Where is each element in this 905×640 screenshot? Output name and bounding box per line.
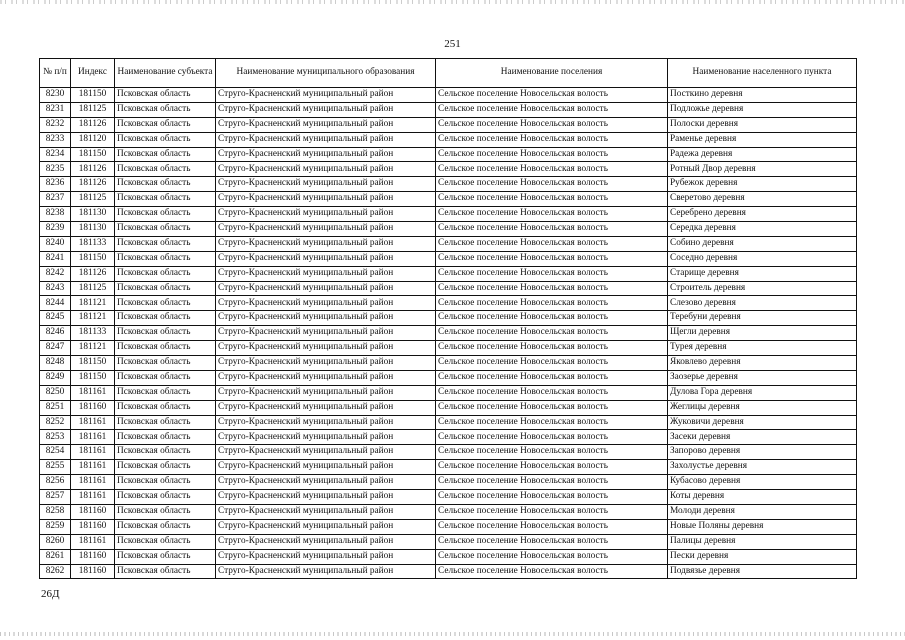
cell-settlement: Сельское поселение Новосельская волость — [436, 490, 668, 505]
cell-index: 181161 — [71, 534, 115, 549]
cell-locality: Захолустье деревня — [668, 460, 857, 475]
table-row — [40, 162, 857, 177]
cell-subject: Псковская область — [115, 490, 216, 505]
cell-locality: Собино деревня — [668, 236, 857, 251]
cell-municipality: Струго-Красненский муниципальный район — [216, 504, 436, 519]
cell-settlement: Сельское поселение Новосельская волость — [436, 400, 668, 415]
cell-number: 8261 — [40, 549, 71, 564]
cell-number: 8249 — [40, 370, 71, 385]
cell-index: 181150 — [71, 356, 115, 371]
cell-index: 181150 — [71, 88, 115, 103]
cell-number: 8236 — [40, 177, 71, 192]
table-row — [40, 311, 857, 326]
cell-settlement: Сельское поселение Новосельская волость — [436, 251, 668, 266]
cell-subject: Псковская область — [115, 370, 216, 385]
cell-locality: Заозерье деревня — [668, 370, 857, 385]
cell-settlement: Сельское поселение Новосельская волость — [436, 504, 668, 519]
cell-index: 181126 — [71, 162, 115, 177]
scan-edge-bottom — [0, 632, 905, 636]
cell-municipality: Струго-Красненский муниципальный район — [216, 281, 436, 296]
header-settlement: Наименование поселения — [436, 59, 668, 88]
cell-subject: Псковская область — [115, 88, 216, 103]
table-row — [40, 385, 857, 400]
cell-number: 8252 — [40, 415, 71, 430]
cell-municipality: Струго-Красненский муниципальный район — [216, 415, 436, 430]
cell-locality: Середка деревня — [668, 222, 857, 237]
table-row — [40, 236, 857, 251]
cell-index: 181160 — [71, 400, 115, 415]
cell-municipality: Струго-Красненский муниципальный район — [216, 370, 436, 385]
cell-municipality: Струго-Красненский муниципальный район — [216, 519, 436, 534]
cell-number: 8251 — [40, 400, 71, 415]
table-row — [40, 88, 857, 103]
page-number: 251 — [444, 38, 461, 50]
cell-number: 8262 — [40, 564, 71, 579]
cell-settlement: Сельское поселение Новосельская волость — [436, 296, 668, 311]
cell-subject: Псковская область — [115, 207, 216, 222]
cell-index: 181161 — [71, 430, 115, 445]
cell-settlement: Сельское поселение Новосельская волость — [436, 311, 668, 326]
cell-locality: Строитель деревня — [668, 281, 857, 296]
cell-municipality: Струго-Красненский муниципальный район — [216, 117, 436, 132]
cell-index: 181161 — [71, 445, 115, 460]
cell-municipality: Струго-Красненский муниципальный район — [216, 475, 436, 490]
cell-locality: Слезово деревня — [668, 296, 857, 311]
cell-municipality: Струго-Красненский муниципальный район — [216, 296, 436, 311]
table-row — [40, 549, 857, 564]
cell-municipality: Струго-Красненский муниципальный район — [216, 490, 436, 505]
cell-index: 181126 — [71, 117, 115, 132]
cell-locality: Посткино деревня — [668, 88, 857, 103]
table-row — [40, 415, 857, 430]
cell-locality: Серебрено деревня — [668, 207, 857, 222]
cell-index: 181161 — [71, 385, 115, 400]
cell-locality: Жуковичи деревня — [668, 415, 857, 430]
cell-index: 181133 — [71, 236, 115, 251]
cell-municipality: Струго-Красненский муниципальный район — [216, 534, 436, 549]
cell-settlement: Сельское поселение Новосельская волость — [436, 445, 668, 460]
cell-number: 8245 — [40, 311, 71, 326]
cell-number: 8255 — [40, 460, 71, 475]
table-row — [40, 490, 857, 505]
cell-number: 8233 — [40, 132, 71, 147]
cell-subject: Псковская область — [115, 311, 216, 326]
cell-locality: Сверетово деревня — [668, 192, 857, 207]
table-row — [40, 475, 857, 490]
cell-number: 8260 — [40, 534, 71, 549]
table-row — [40, 326, 857, 341]
cell-settlement: Сельское поселение Новосельская волость — [436, 519, 668, 534]
cell-locality: Щегли деревня — [668, 326, 857, 341]
footer-code: 26Д — [41, 588, 60, 600]
cell-municipality: Струго-Красненский муниципальный район — [216, 430, 436, 445]
cell-settlement: Сельское поселение Новосельская волость — [436, 236, 668, 251]
cell-municipality: Струго-Красненский муниципальный район — [216, 251, 436, 266]
table-row — [40, 281, 857, 296]
cell-index: 181126 — [71, 266, 115, 281]
cell-locality: Кубасово деревня — [668, 475, 857, 490]
cell-subject: Псковская область — [115, 177, 216, 192]
cell-locality: Полоски деревня — [668, 117, 857, 132]
cell-locality: Засеки деревня — [668, 430, 857, 445]
cell-locality: Новые Поляны деревня — [668, 519, 857, 534]
table-row — [40, 147, 857, 162]
table-row — [40, 192, 857, 207]
table-row — [40, 504, 857, 519]
cell-municipality: Струго-Красненский муниципальный район — [216, 341, 436, 356]
cell-locality: Ротный Двор деревня — [668, 162, 857, 177]
cell-municipality: Струго-Красненский муниципальный район — [216, 400, 436, 415]
cell-locality: Старище деревня — [668, 266, 857, 281]
cell-settlement: Сельское поселение Новосельская волость — [436, 266, 668, 281]
header-index: Индекс — [71, 59, 115, 88]
cell-locality: Подвязье деревня — [668, 564, 857, 579]
cell-index: 181133 — [71, 326, 115, 341]
cell-subject: Псковская область — [115, 519, 216, 534]
cell-number: 8238 — [40, 207, 71, 222]
table-row — [40, 117, 857, 132]
cell-number: 8234 — [40, 147, 71, 162]
table-row — [40, 266, 857, 281]
cell-subject: Псковская область — [115, 236, 216, 251]
cell-municipality: Струго-Красненский муниципальный район — [216, 192, 436, 207]
cell-subject: Псковская область — [115, 117, 216, 132]
table-row — [40, 564, 857, 579]
cell-settlement: Сельское поселение Новосельская волость — [436, 549, 668, 564]
cell-settlement: Сельское поселение Новосельская волость — [436, 88, 668, 103]
cell-index: 181121 — [71, 296, 115, 311]
cell-municipality: Струго-Красненский муниципальный район — [216, 460, 436, 475]
cell-number: 8232 — [40, 117, 71, 132]
cell-settlement: Сельское поселение Новосельская волость — [436, 356, 668, 371]
cell-index: 181160 — [71, 504, 115, 519]
cell-settlement: Сельское поселение Новосельская волость — [436, 162, 668, 177]
cell-subject: Псковская область — [115, 162, 216, 177]
cell-subject: Псковская область — [115, 475, 216, 490]
cell-number: 8231 — [40, 102, 71, 117]
cell-number: 8240 — [40, 236, 71, 251]
cell-index: 181150 — [71, 370, 115, 385]
cell-locality: Запорово деревня — [668, 445, 857, 460]
cell-municipality: Струго-Красненский муниципальный район — [216, 222, 436, 237]
cell-number: 8239 — [40, 222, 71, 237]
cell-settlement: Сельское поселение Новосельская волость — [436, 475, 668, 490]
cell-municipality: Струго-Красненский муниципальный район — [216, 207, 436, 222]
cell-index: 181160 — [71, 564, 115, 579]
cell-municipality: Струго-Красненский муниципальный район — [216, 88, 436, 103]
cell-subject: Псковская область — [115, 400, 216, 415]
cell-index: 181160 — [71, 519, 115, 534]
cell-index: 181130 — [71, 207, 115, 222]
cell-number: 8235 — [40, 162, 71, 177]
cell-number: 8250 — [40, 385, 71, 400]
cell-number: 8243 — [40, 281, 71, 296]
cell-municipality: Струго-Красненский муниципальный район — [216, 162, 436, 177]
cell-settlement: Сельское поселение Новосельская волость — [436, 281, 668, 296]
cell-index: 181120 — [71, 132, 115, 147]
cell-settlement: Сельское поселение Новосельская волость — [436, 222, 668, 237]
cell-settlement: Сельское поселение Новосельская волость — [436, 341, 668, 356]
cell-subject: Псковская область — [115, 102, 216, 117]
cell-subject: Псковская область — [115, 504, 216, 519]
cell-index: 181161 — [71, 415, 115, 430]
table-row — [40, 177, 857, 192]
cell-settlement: Сельское поселение Новосельская волость — [436, 102, 668, 117]
cell-settlement: Сельское поселение Новосельская волость — [436, 117, 668, 132]
table-row — [40, 400, 857, 415]
header-number: № п/п — [40, 59, 71, 88]
cell-locality: Палицы деревня — [668, 534, 857, 549]
cell-municipality: Струго-Красненский муниципальный район — [216, 326, 436, 341]
cell-settlement: Сельское поселение Новосельская волость — [436, 564, 668, 579]
cell-number: 8247 — [40, 341, 71, 356]
cell-municipality: Струго-Красненский муниципальный район — [216, 236, 436, 251]
cell-settlement: Сельское поселение Новосельская волость — [436, 370, 668, 385]
settlement-table — [39, 58, 857, 579]
cell-index: 181150 — [71, 251, 115, 266]
cell-index: 181125 — [71, 281, 115, 296]
cell-subject: Псковская область — [115, 430, 216, 445]
table-row — [40, 296, 857, 311]
table-row — [40, 445, 857, 460]
table-row — [40, 534, 857, 549]
cell-number: 8246 — [40, 326, 71, 341]
cell-settlement: Сельское поселение Новосельская волость — [436, 147, 668, 162]
cell-subject: Псковская область — [115, 281, 216, 296]
cell-settlement: Сельское поселение Новосельская волость — [436, 534, 668, 549]
cell-settlement: Сельское поселение Новосельская волость — [436, 177, 668, 192]
cell-subject: Псковская область — [115, 266, 216, 281]
cell-number: 8244 — [40, 296, 71, 311]
cell-municipality: Струго-Красненский муниципальный район — [216, 177, 436, 192]
header-locality: Наименование населенного пункта — [668, 59, 857, 88]
table-row — [40, 102, 857, 117]
cell-subject: Псковская область — [115, 251, 216, 266]
cell-subject: Псковская область — [115, 415, 216, 430]
header-municipality: Наименование муниципального образования — [216, 59, 436, 88]
cell-number: 8258 — [40, 504, 71, 519]
cell-index: 181160 — [71, 549, 115, 564]
table-row — [40, 430, 857, 445]
cell-number: 8254 — [40, 445, 71, 460]
cell-locality: Яковлево деревня — [668, 356, 857, 371]
cell-subject: Псковская область — [115, 341, 216, 356]
table-row — [40, 341, 857, 356]
cell-index: 181130 — [71, 222, 115, 237]
cell-municipality: Струго-Красненский муниципальный район — [216, 445, 436, 460]
cell-locality: Теребуни деревня — [668, 311, 857, 326]
cell-number: 8248 — [40, 356, 71, 371]
cell-locality: Молоди деревня — [668, 504, 857, 519]
table-row — [40, 370, 857, 385]
cell-subject: Псковская область — [115, 460, 216, 475]
cell-index: 181121 — [71, 311, 115, 326]
cell-locality: Коты деревня — [668, 490, 857, 505]
cell-subject: Псковская область — [115, 222, 216, 237]
cell-subject: Псковская область — [115, 326, 216, 341]
cell-locality: Дулова Гора деревня — [668, 385, 857, 400]
table-row — [40, 251, 857, 266]
cell-subject: Псковская область — [115, 445, 216, 460]
cell-subject: Псковская область — [115, 192, 216, 207]
cell-index: 181161 — [71, 490, 115, 505]
cell-settlement: Сельское поселение Новосельская волость — [436, 385, 668, 400]
cell-number: 8259 — [40, 519, 71, 534]
cell-municipality: Струго-Красненский муниципальный район — [216, 266, 436, 281]
cell-locality: Рубежок деревня — [668, 177, 857, 192]
cell-settlement: Сельское поселение Новосельская волость — [436, 415, 668, 430]
cell-settlement: Сельское поселение Новосельская волость — [436, 460, 668, 475]
cell-municipality: Струго-Красненский муниципальный район — [216, 147, 436, 162]
cell-municipality: Струго-Красненский муниципальный район — [216, 549, 436, 564]
cell-subject: Псковская область — [115, 534, 216, 549]
cell-subject: Псковская область — [115, 147, 216, 162]
cell-municipality: Струго-Красненский муниципальный район — [216, 385, 436, 400]
cell-index: 181125 — [71, 102, 115, 117]
cell-settlement: Сельское поселение Новосельская волость — [436, 326, 668, 341]
cell-number: 8230 — [40, 88, 71, 103]
table-row — [40, 132, 857, 147]
cell-index: 181121 — [71, 341, 115, 356]
cell-locality: Турея деревня — [668, 341, 857, 356]
cell-locality: Радежа деревня — [668, 147, 857, 162]
cell-index: 181125 — [71, 192, 115, 207]
table-row — [40, 519, 857, 534]
cell-locality: Пески деревня — [668, 549, 857, 564]
cell-municipality: Струго-Красненский муниципальный район — [216, 132, 436, 147]
cell-number: 8237 — [40, 192, 71, 207]
cell-locality: Раменье деревня — [668, 132, 857, 147]
cell-municipality: Струго-Красненский муниципальный район — [216, 564, 436, 579]
table-header-row — [40, 59, 857, 88]
cell-subject: Псковская область — [115, 564, 216, 579]
scan-edge-top — [0, 0, 905, 4]
cell-subject: Псковская область — [115, 385, 216, 400]
cell-number: 8257 — [40, 490, 71, 505]
table-row — [40, 356, 857, 371]
cell-settlement: Сельское поселение Новосельская волость — [436, 207, 668, 222]
table-body — [40, 88, 857, 579]
cell-number: 8242 — [40, 266, 71, 281]
cell-subject: Псковская область — [115, 549, 216, 564]
cell-locality: Соседно деревня — [668, 251, 857, 266]
cell-number: 8241 — [40, 251, 71, 266]
table-row — [40, 207, 857, 222]
cell-index: 181150 — [71, 147, 115, 162]
cell-settlement: Сельское поселение Новосельская волость — [436, 132, 668, 147]
table-row — [40, 460, 857, 475]
cell-subject: Псковская область — [115, 356, 216, 371]
cell-index: 181161 — [71, 460, 115, 475]
cell-subject: Псковская область — [115, 132, 216, 147]
cell-locality: Подложье деревня — [668, 102, 857, 117]
cell-subject: Псковская область — [115, 296, 216, 311]
cell-municipality: Струго-Красненский муниципальный район — [216, 356, 436, 371]
cell-index: 181126 — [71, 177, 115, 192]
cell-index: 181161 — [71, 475, 115, 490]
cell-municipality: Струго-Красненский муниципальный район — [216, 102, 436, 117]
cell-number: 8256 — [40, 475, 71, 490]
cell-locality: Жеглицы деревня — [668, 400, 857, 415]
header-subject: Наименование субъекта — [115, 59, 216, 88]
cell-settlement: Сельское поселение Новосельская волость — [436, 192, 668, 207]
cell-settlement: Сельское поселение Новосельская волость — [436, 430, 668, 445]
cell-municipality: Струго-Красненский муниципальный район — [216, 311, 436, 326]
table-row — [40, 222, 857, 237]
cell-number: 8253 — [40, 430, 71, 445]
